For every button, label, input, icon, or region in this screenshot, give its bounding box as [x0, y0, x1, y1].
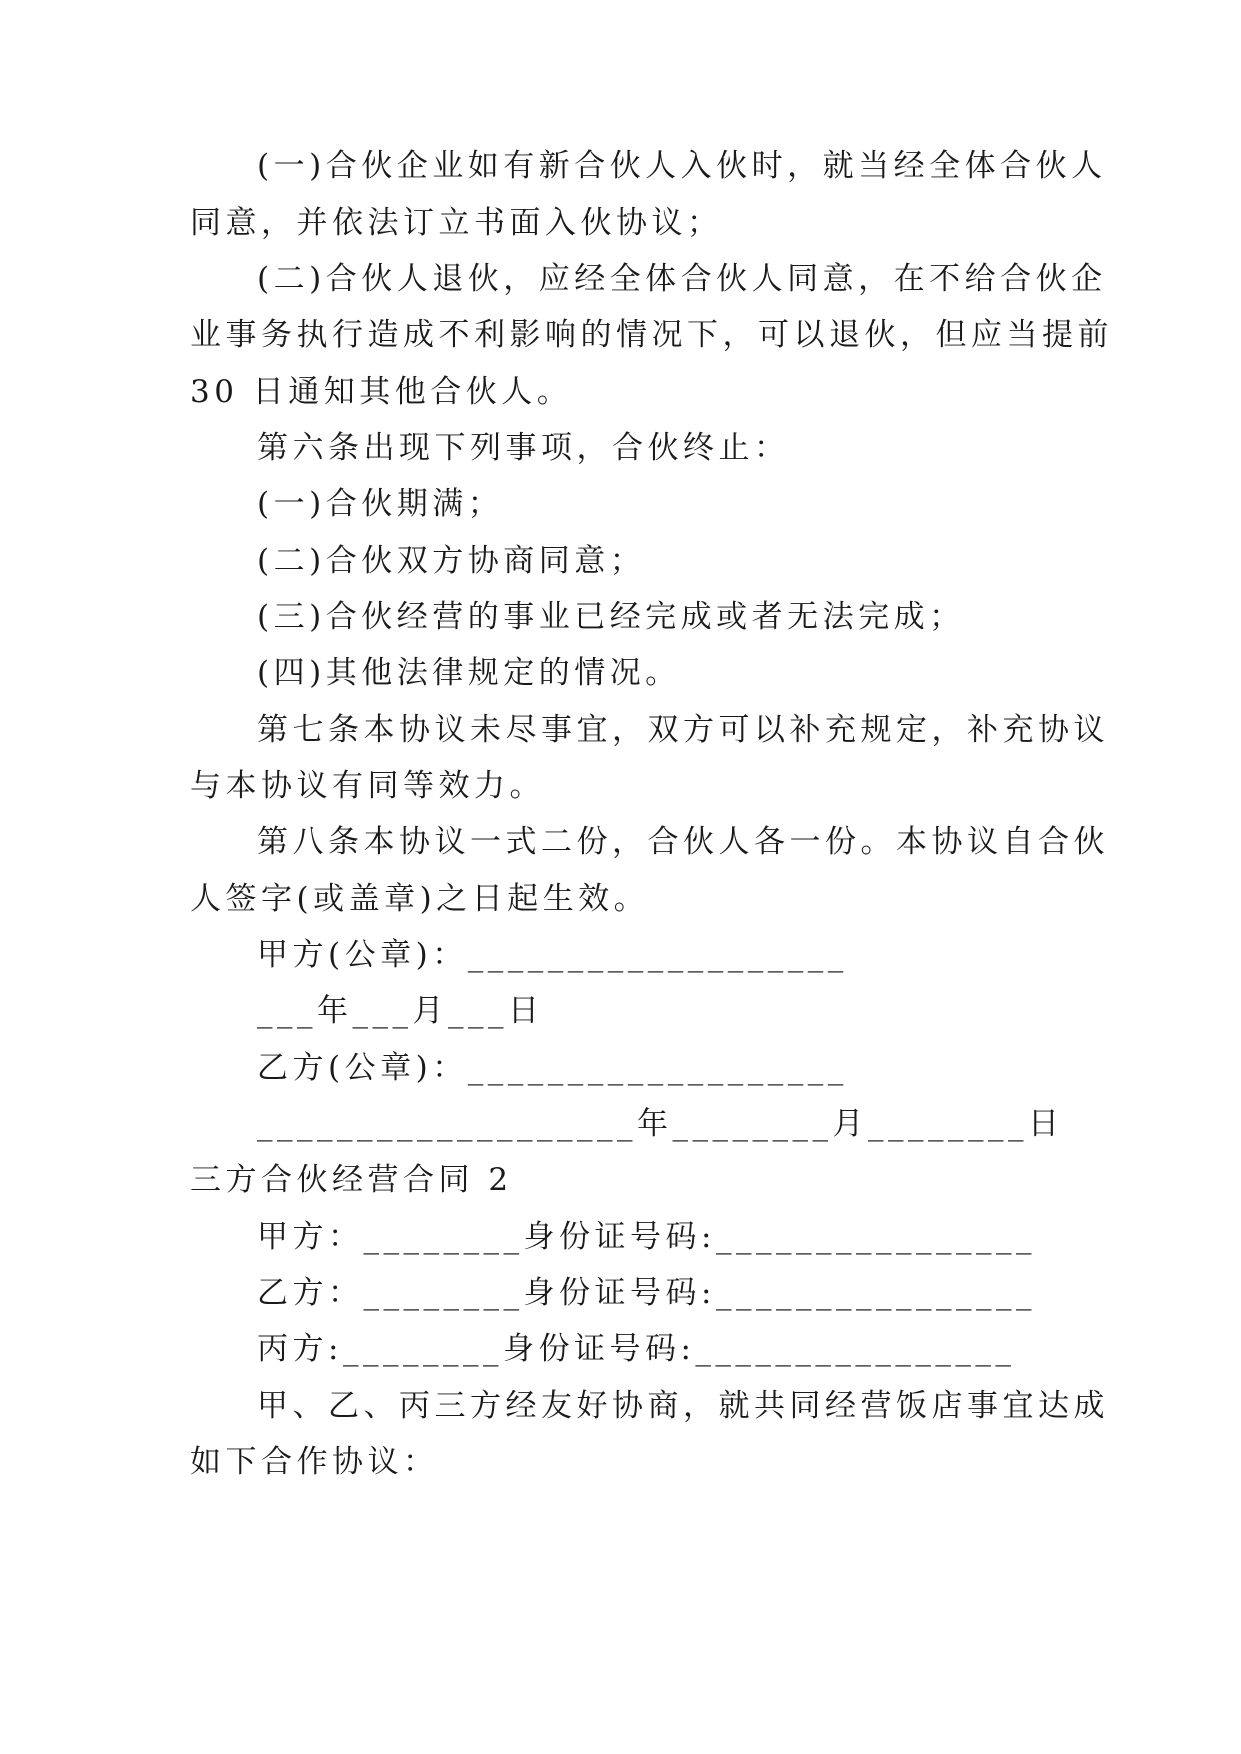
signature-line-party-a: 甲方(公章)：___________________ — [257, 937, 848, 973]
party-a-id-line: 甲方：________身份证号码:________________ — [257, 1219, 1036, 1255]
list-item: (三)合伙经营的事业已经完成或者无法完成； — [257, 599, 965, 635]
list-item: (四)其他法律规定的情况。 — [257, 655, 681, 691]
paragraph-line: (二)合伙人退伙，应经全体合伙人同意，在不给合伙企 — [257, 261, 1107, 297]
contract-title: 三方合伙经营合同 2 — [190, 1162, 513, 1198]
paragraph-line: 业事务执行造成不利影响的情况下，可以退伙，但应当提前 — [190, 317, 1113, 353]
paragraph-line: 人签字(或盖章)之日起生效。 — [190, 881, 650, 917]
party-c-id-line: 丙方:________身份证号码:________________ — [257, 1331, 1016, 1367]
party-b-id-line: 乙方：________身份证号码:________________ — [257, 1275, 1036, 1311]
date-line: ___年___月___日 — [257, 993, 544, 1029]
signature-line-party-b: 乙方(公章)：___________________ — [257, 1050, 848, 1086]
paragraph-line: 第七条本协议未尽事宜，双方可以补充规定，补充协议 — [257, 712, 1109, 748]
paragraph-line: 甲、乙、丙三方经友好协商，就共同经营饭店事宜达成 — [257, 1388, 1109, 1424]
paragraph-line: (一)合伙企业如有新合伙人入伙时，就当经全体合伙人 — [257, 148, 1107, 184]
paragraph-line: 与本协议有同等效力。 — [190, 768, 545, 804]
date-line: ___________________年________月________日 — [257, 1106, 1064, 1142]
paragraph-line: 第八条本协议一式二份，合伙人各一份。本协议自合伙 — [257, 824, 1109, 860]
paragraph-line: 同意，并依法订立书面入伙协议； — [190, 205, 723, 241]
list-item: (一)合伙期满； — [257, 486, 504, 522]
list-item: (二)合伙双方协商同意； — [257, 543, 646, 579]
paragraph-line: 如下合作协议： — [190, 1444, 439, 1480]
paragraph-line: 30 日通知其他合伙人。 — [190, 374, 573, 410]
article-heading: 第六条出现下列事项，合伙终止： — [257, 430, 790, 466]
